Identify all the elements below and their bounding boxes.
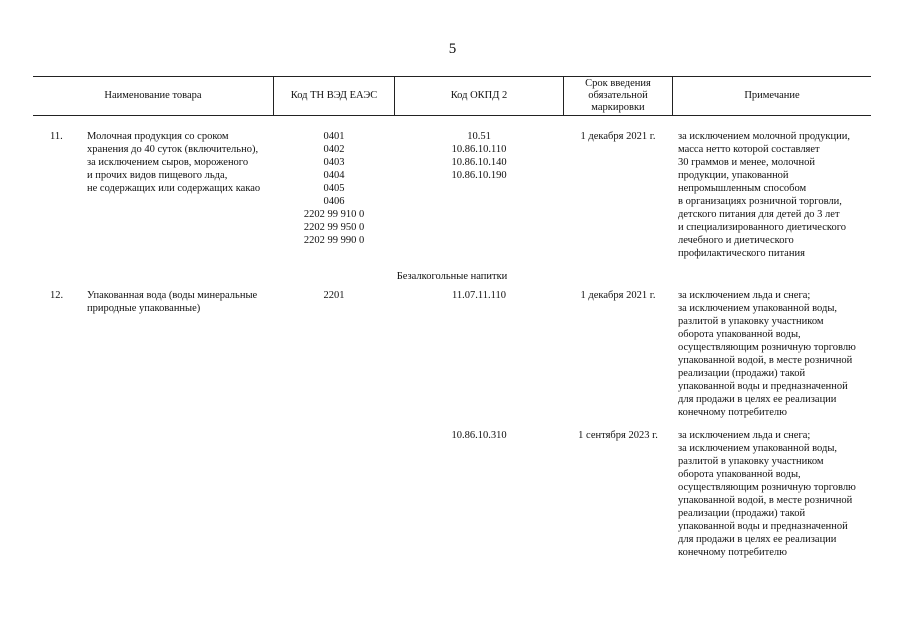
header-deadline: Срок введения обязательной маркировки — [585, 77, 651, 113]
note-text: за исключением льда и снега; за исключением упакованной воды, разлитой в упаковку участником оборота упакованной воды, осуществляющим розничную торговлю упакованной водой, в месте розничной реализации (продажи) такой упакованной воды и предназначенной для продажи в целях ее реализации конечному потребителю — [678, 430, 856, 558]
row-number: 11. — [50, 131, 63, 142]
header-note: Примечание — [744, 89, 800, 101]
tnved-codes: 0401 0402 0403 0404 0405 0406 2202 99 910 0 2202 99 950 0 2202 99 990 0 — [303, 131, 365, 246]
okpd-codes: 10.51 10.86.10.110 10.86.10.140 10.86.10.190 — [451, 131, 507, 181]
product-name: Упакованная вода (воды минеральные природные упакованные) — [87, 290, 258, 314]
header-okpd: Код ОКПД 2 — [450, 89, 508, 101]
header-tnved: Код ТН ВЭД ЕАЭС — [290, 89, 378, 101]
header-name: Наименование товара — [104, 89, 202, 101]
deadline-date: 1 декабря 2021 г. — [580, 131, 656, 142]
okpd-codes: 11.07.11.110 — [452, 290, 506, 301]
deadline-date: 1 сентября 2023 г. — [578, 430, 658, 441]
note-text: за исключением льда и снега; за исключением упакованной воды, разлитой в упаковку участником оборота упакованной воды, осуществляющим розничную торговлю упакованной водой, в месте розничной реализации (продажи) такой упакованной воды и предназначенной для продажи в целях ее реализации конечному потребителю — [678, 290, 856, 418]
product-name: Молочная продукция со сроком хранения до 40 суток (включительно), за исключением сыров, мороженого и прочих видов пищевого льда, не содержащих или содержащих какао — [87, 131, 261, 194]
section-title: Безалкогольные напитки — [396, 271, 508, 282]
table-header-bottom-rule — [33, 115, 871, 116]
row-number: 12. — [50, 290, 64, 301]
okpd-codes: 10.86.10.310 — [451, 430, 507, 441]
note-text: за исключением молочной продукции, масса нетто которой составляет 30 граммов и менее, молочной продукции, упакованной непромышленным способом в организациях розничной торговли, детского питания для детей до 3 лет и специализированного диетического лечебного и диетического профилактического питания — [678, 131, 850, 259]
tnved-codes: 2201 — [323, 290, 345, 301]
page-number: 5 — [448, 41, 457, 57]
deadline-date: 1 декабря 2021 г. — [580, 290, 656, 301]
